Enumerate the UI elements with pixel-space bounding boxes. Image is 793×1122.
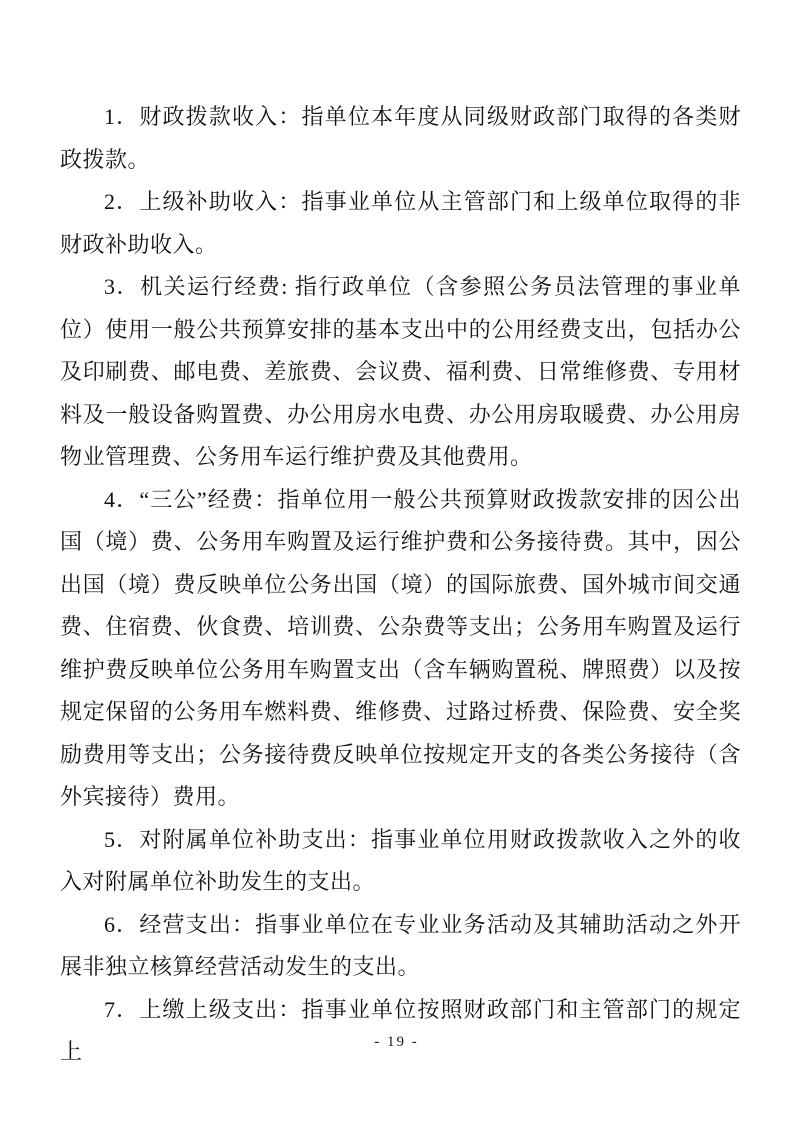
paragraph: 4．“三公”经费：指单位用一般公共预算财政拨款安排的因公出国（境）费、公务用车购置及运行维护费和公务接待费。其中，因公出国（境）费反映单位公务出国（境）的国际旅费、国外城市间交通费、住宿费、伙食费、培训费、公杂费等支出；公务用车购置及运行维护费反映单位公务用车购置支出（含车辆购置税、牌照费）以及按规定保留的公务用车燃料费、维修费、过路过桥费、保险费、安全奖励费用等支出；公务接待费反映单位按规定开支的各类公务接待（含外宾接待）费用。 bbox=[60, 486, 741, 809]
paragraph: 3．机关运行经费: 指行政单位（含参照公务员法管理的事业单位）使用一般公共预算安排的基本支出中的公用经费支出，包括办公及印刷费、邮电费、差旅费、会议费、福利费、日常维修费、专用材料及一般设备购置费、办公用房水电费、办公用房取暖费、办公用房物业管理费、公务用车运行维护费及其他费用。 bbox=[60, 274, 741, 469]
paragraph: 2．上级补助收入：指事业单位从主管部门和上级单位取得的非财政补助收入。 bbox=[60, 189, 741, 257]
document-body bbox=[60, 96, 741, 1074]
paragraph: 5．对附属单位补助支出：指事业单位用财政拨款收入之外的收入对附属单位补助发生的支出。 bbox=[60, 826, 741, 894]
paragraph: 6．经营支出：指事业单位在专业业务活动及其辅助活动之外开展非独立核算经营活动发生的支出。 bbox=[60, 911, 741, 979]
paragraph: 7．上缴上级支出：指事业单位按照财政部门和主管部门的规定上 bbox=[60, 996, 741, 1064]
page-number: - 19 - bbox=[374, 1034, 419, 1050]
paragraph: 1．财政拨款收入：指单位本年度从同级财政部门取得的各类财政拨款。 bbox=[60, 104, 741, 172]
